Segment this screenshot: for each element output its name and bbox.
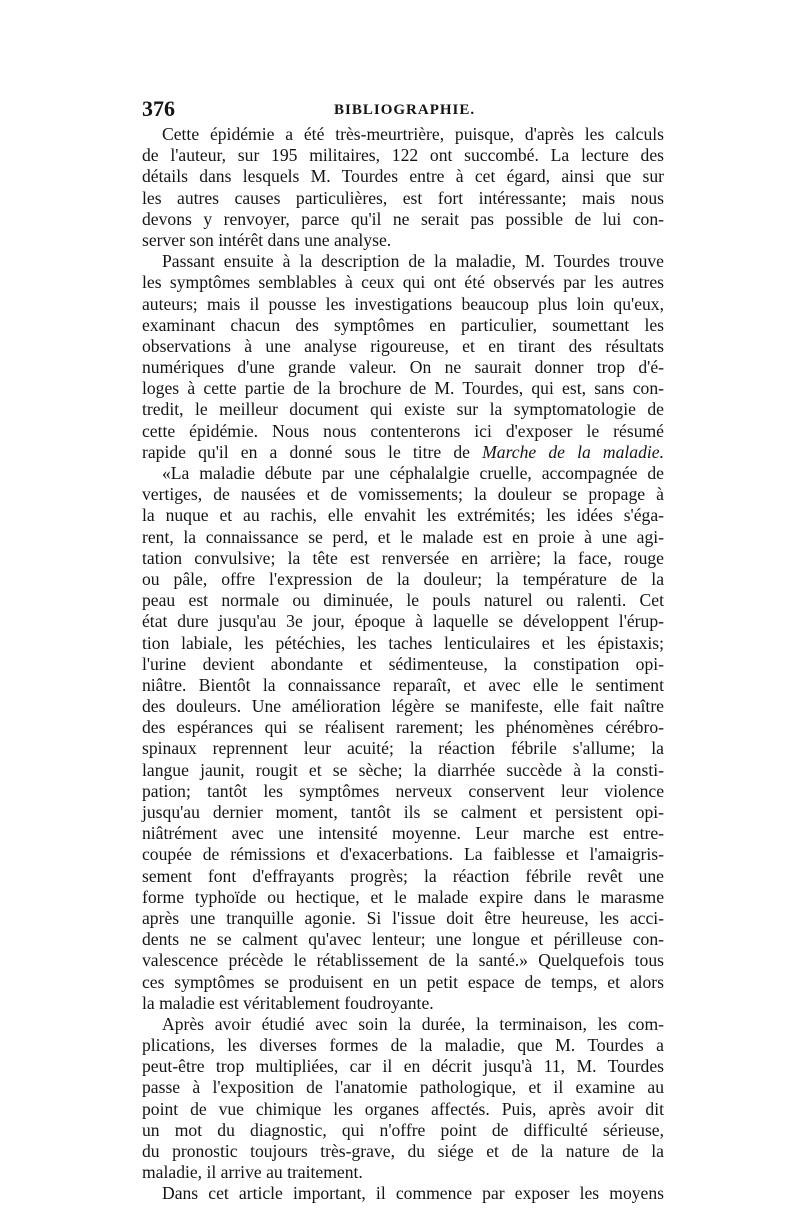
text-line-content: valescence précède le rétablissement de la santé.» Quelquefois tous	[142, 950, 664, 971]
text-line-content: de l'auteur, sur 195 militaires, 122 ont succombé. La lecture des	[142, 145, 664, 166]
text-line	[142, 993, 664, 1014]
text-line	[142, 908, 664, 929]
text-line	[142, 972, 664, 993]
text-line	[142, 484, 664, 505]
text-line	[142, 781, 664, 802]
text-line	[142, 929, 664, 950]
text-line-content: ou pâle, offre l'expression de la douleur; la température de la	[142, 568, 664, 589]
text-line	[142, 611, 664, 632]
text-line-content: jusqu'au dernier moment, tantôt ils se calment et persistent opi-	[142, 802, 664, 822]
text-line	[142, 166, 664, 187]
text-line-content: numériques d'une grande valeur. On ne saurait donner trop d'é-	[142, 357, 664, 378]
text-line	[142, 590, 664, 611]
text-line-content: niâtre. Bientôt la connaissance reparaît, et avec elle le sentiment	[142, 674, 664, 695]
text-line-content: vertiges, de nausées et de vomissements; la douleur se propage à	[142, 484, 664, 505]
text-line	[142, 844, 664, 865]
text-line-content: loges à cette partie de la brochure de M. Tourdes, qui est, sans con-	[142, 378, 664, 399]
text-line-content: peau est normale ou diminuée, le pouls naturel ou ralenti. Cet	[142, 590, 664, 611]
text-line-content: Passant ensuite à la description de la maladie, M. Tourdes trouve	[162, 251, 664, 272]
text-line-content: coupée de rémissions et d'exacerbations. La faiblesse et l'amaigris-	[142, 844, 664, 865]
text-line-content: forme typhoïde ou hectique, et le malade expire dans le marasme	[142, 886, 664, 907]
text-line	[142, 866, 664, 887]
text-line	[142, 315, 664, 336]
text-line	[142, 251, 664, 272]
text-line	[142, 1056, 664, 1077]
text-line-content: sement font d'effrayants progrès; la réaction fébrile revêt une	[142, 865, 664, 886]
text-line-content: dents ne se calment qu'avec lenteur; une longue et périlleuse con-	[142, 929, 664, 950]
text-line	[142, 527, 664, 548]
text-line	[142, 505, 664, 526]
text-line-content: tion labiale, les pétéchies, les taches lenticulaires et les épistaxis;	[142, 632, 664, 653]
text-line-content: peut-être trop multipliées, car il en décrit jusqu'à 11, M. Tourdes	[142, 1056, 664, 1077]
text-line-content: cette épidémie. Nous nous contenterons ici d'exposer le résumé	[142, 420, 664, 441]
text-line	[142, 569, 664, 590]
text-line	[142, 399, 664, 420]
text-line-content: état dure jusqu'au 3e jour, époque à laquelle se développent l'érup-	[142, 611, 664, 632]
body-text	[142, 124, 664, 1205]
text-line-content: du pronostic toujours très-grave, du siége et de la nature de la	[142, 1141, 664, 1161]
text-line	[142, 209, 664, 230]
text-line-content: la maladie est véritablement foudroyante.	[142, 992, 434, 1013]
text-line-content: examinant chacun des symptômes en particulier, soumettant les	[142, 314, 664, 335]
text-line-content: la nuque et au rachis, elle envahit les extrémités; les idées s'éga-	[142, 505, 664, 526]
text-line-content: détails dans lesquels M. Tourdes entre à cet égard, ainsi que sur	[142, 166, 664, 187]
text-line	[142, 738, 664, 759]
text-line-content: ces symptômes se produisent en un petit espace de temps, et alors	[142, 971, 664, 992]
text-line-content: maladie, il arrive au traitement.	[142, 1162, 363, 1183]
text-line-content: server son intérêt dans une analyse.	[142, 229, 392, 250]
text-line-content: des douleurs. Une amélioration légère se manifeste, elle fait naître	[142, 696, 664, 717]
text-line	[142, 272, 664, 293]
text-line	[142, 378, 664, 399]
text-line	[142, 421, 664, 442]
text-line	[142, 463, 664, 484]
text-line-content: tation convulsive; la tête est renversée en arrière; la face, rouge	[142, 547, 664, 568]
text-line-content: Dans cet article important, il commence par exposer les moyens	[162, 1183, 664, 1204]
text-line	[142, 717, 664, 738]
text-line	[142, 124, 664, 145]
text-line	[142, 1141, 664, 1162]
text-line-content: devons y renvoyer, parce qu'il ne serait pas possible de lui con-	[142, 208, 664, 229]
text-line-content: des espérances qui se réalisent rarement; les phénomènes cérébro-	[142, 717, 664, 738]
text-line-content: observations à une analyse rigoureuse, et en tirant des résultats	[142, 335, 664, 356]
text-line-content: spinaux reprennent leur acuité; la réaction fébrile s'allume; la	[142, 738, 664, 759]
text-line-content: Après avoir étudié avec soin la durée, la terminaison, les com-	[162, 1013, 664, 1034]
text-line	[142, 336, 664, 357]
text-line	[142, 802, 664, 823]
text-line-content: après une tranquille agonie. Si l'issue doit être heureuse, les acci-	[142, 907, 664, 928]
text-line	[142, 357, 664, 378]
text-line-content: les symptômes semblables à ceux qui ont été observés par les autres	[142, 272, 664, 293]
text-line	[142, 145, 664, 166]
text-line-content: les autres causes particulières, est fort intéressante; mais nous	[142, 187, 664, 208]
text-line-content: point de vue chimique les organes affectés. Puis, après avoir dit	[142, 1098, 664, 1119]
text-line	[142, 675, 664, 696]
text-line	[142, 1120, 664, 1141]
text-line-content: rapide qu'il en a donné sous le titre de	[142, 441, 483, 462]
text-line-content: «La maladie débute par une céphalalgie cruelle, accompagnée de	[162, 463, 664, 483]
text-line-content: auteurs; mais il pousse les investigations beaucoup plus loin qu'eux,	[142, 293, 664, 314]
page-number: 376	[142, 96, 175, 121]
text-line-content: rent, la connaissance se perd, et le malade est en proie à une agi-	[142, 526, 664, 547]
text-line	[142, 760, 664, 781]
text-line-content: Cette épidémie a été très-meurtrière, puisque, d'après les calculs	[162, 124, 664, 144]
section-title-italic: Marche de la maladie.	[482, 441, 664, 462]
text-line-content: un mot du diagnostic, qui n'offre point de difficulté sérieuse,	[142, 1119, 664, 1140]
text-line	[142, 1014, 664, 1035]
text-line	[142, 442, 664, 463]
text-line	[142, 1099, 664, 1120]
text-line	[142, 548, 664, 569]
text-line-content: tredit, le meilleur document qui existe sur la symptomatologie de	[142, 399, 664, 420]
text-line	[142, 823, 664, 844]
text-line	[142, 654, 664, 675]
text-line	[142, 230, 664, 251]
text-line-content: langue jaunit, rougit et se sèche; la diarrhée succède à la consti-	[142, 759, 664, 780]
text-line	[142, 1162, 664, 1183]
text-line-content: l'urine devient abondante et sédimenteuse, la constipation opi-	[142, 653, 664, 674]
text-line	[142, 887, 664, 908]
text-line	[142, 950, 664, 971]
page-header	[142, 96, 664, 122]
text-line	[142, 294, 664, 315]
text-line	[142, 633, 664, 654]
text-line-content: pation; tantôt les symptômes nerveux conservent leur violence	[142, 780, 664, 801]
text-line-content: plications, les diverses formes de la maladie, que M. Tourdes a	[142, 1035, 664, 1056]
text-line	[142, 1183, 664, 1204]
text-line	[142, 696, 664, 717]
text-line	[142, 188, 664, 209]
text-line	[142, 1035, 664, 1056]
text-line-content: passe à l'exposition de l'anatomie pathologique, et il examine au	[142, 1077, 664, 1098]
running-head: BIBLIOGRAPHIE.	[334, 102, 476, 118]
text-line	[142, 1077, 664, 1098]
text-line-content: niâtrément avec une intensité moyenne. Leur marche est entre-	[142, 823, 664, 844]
